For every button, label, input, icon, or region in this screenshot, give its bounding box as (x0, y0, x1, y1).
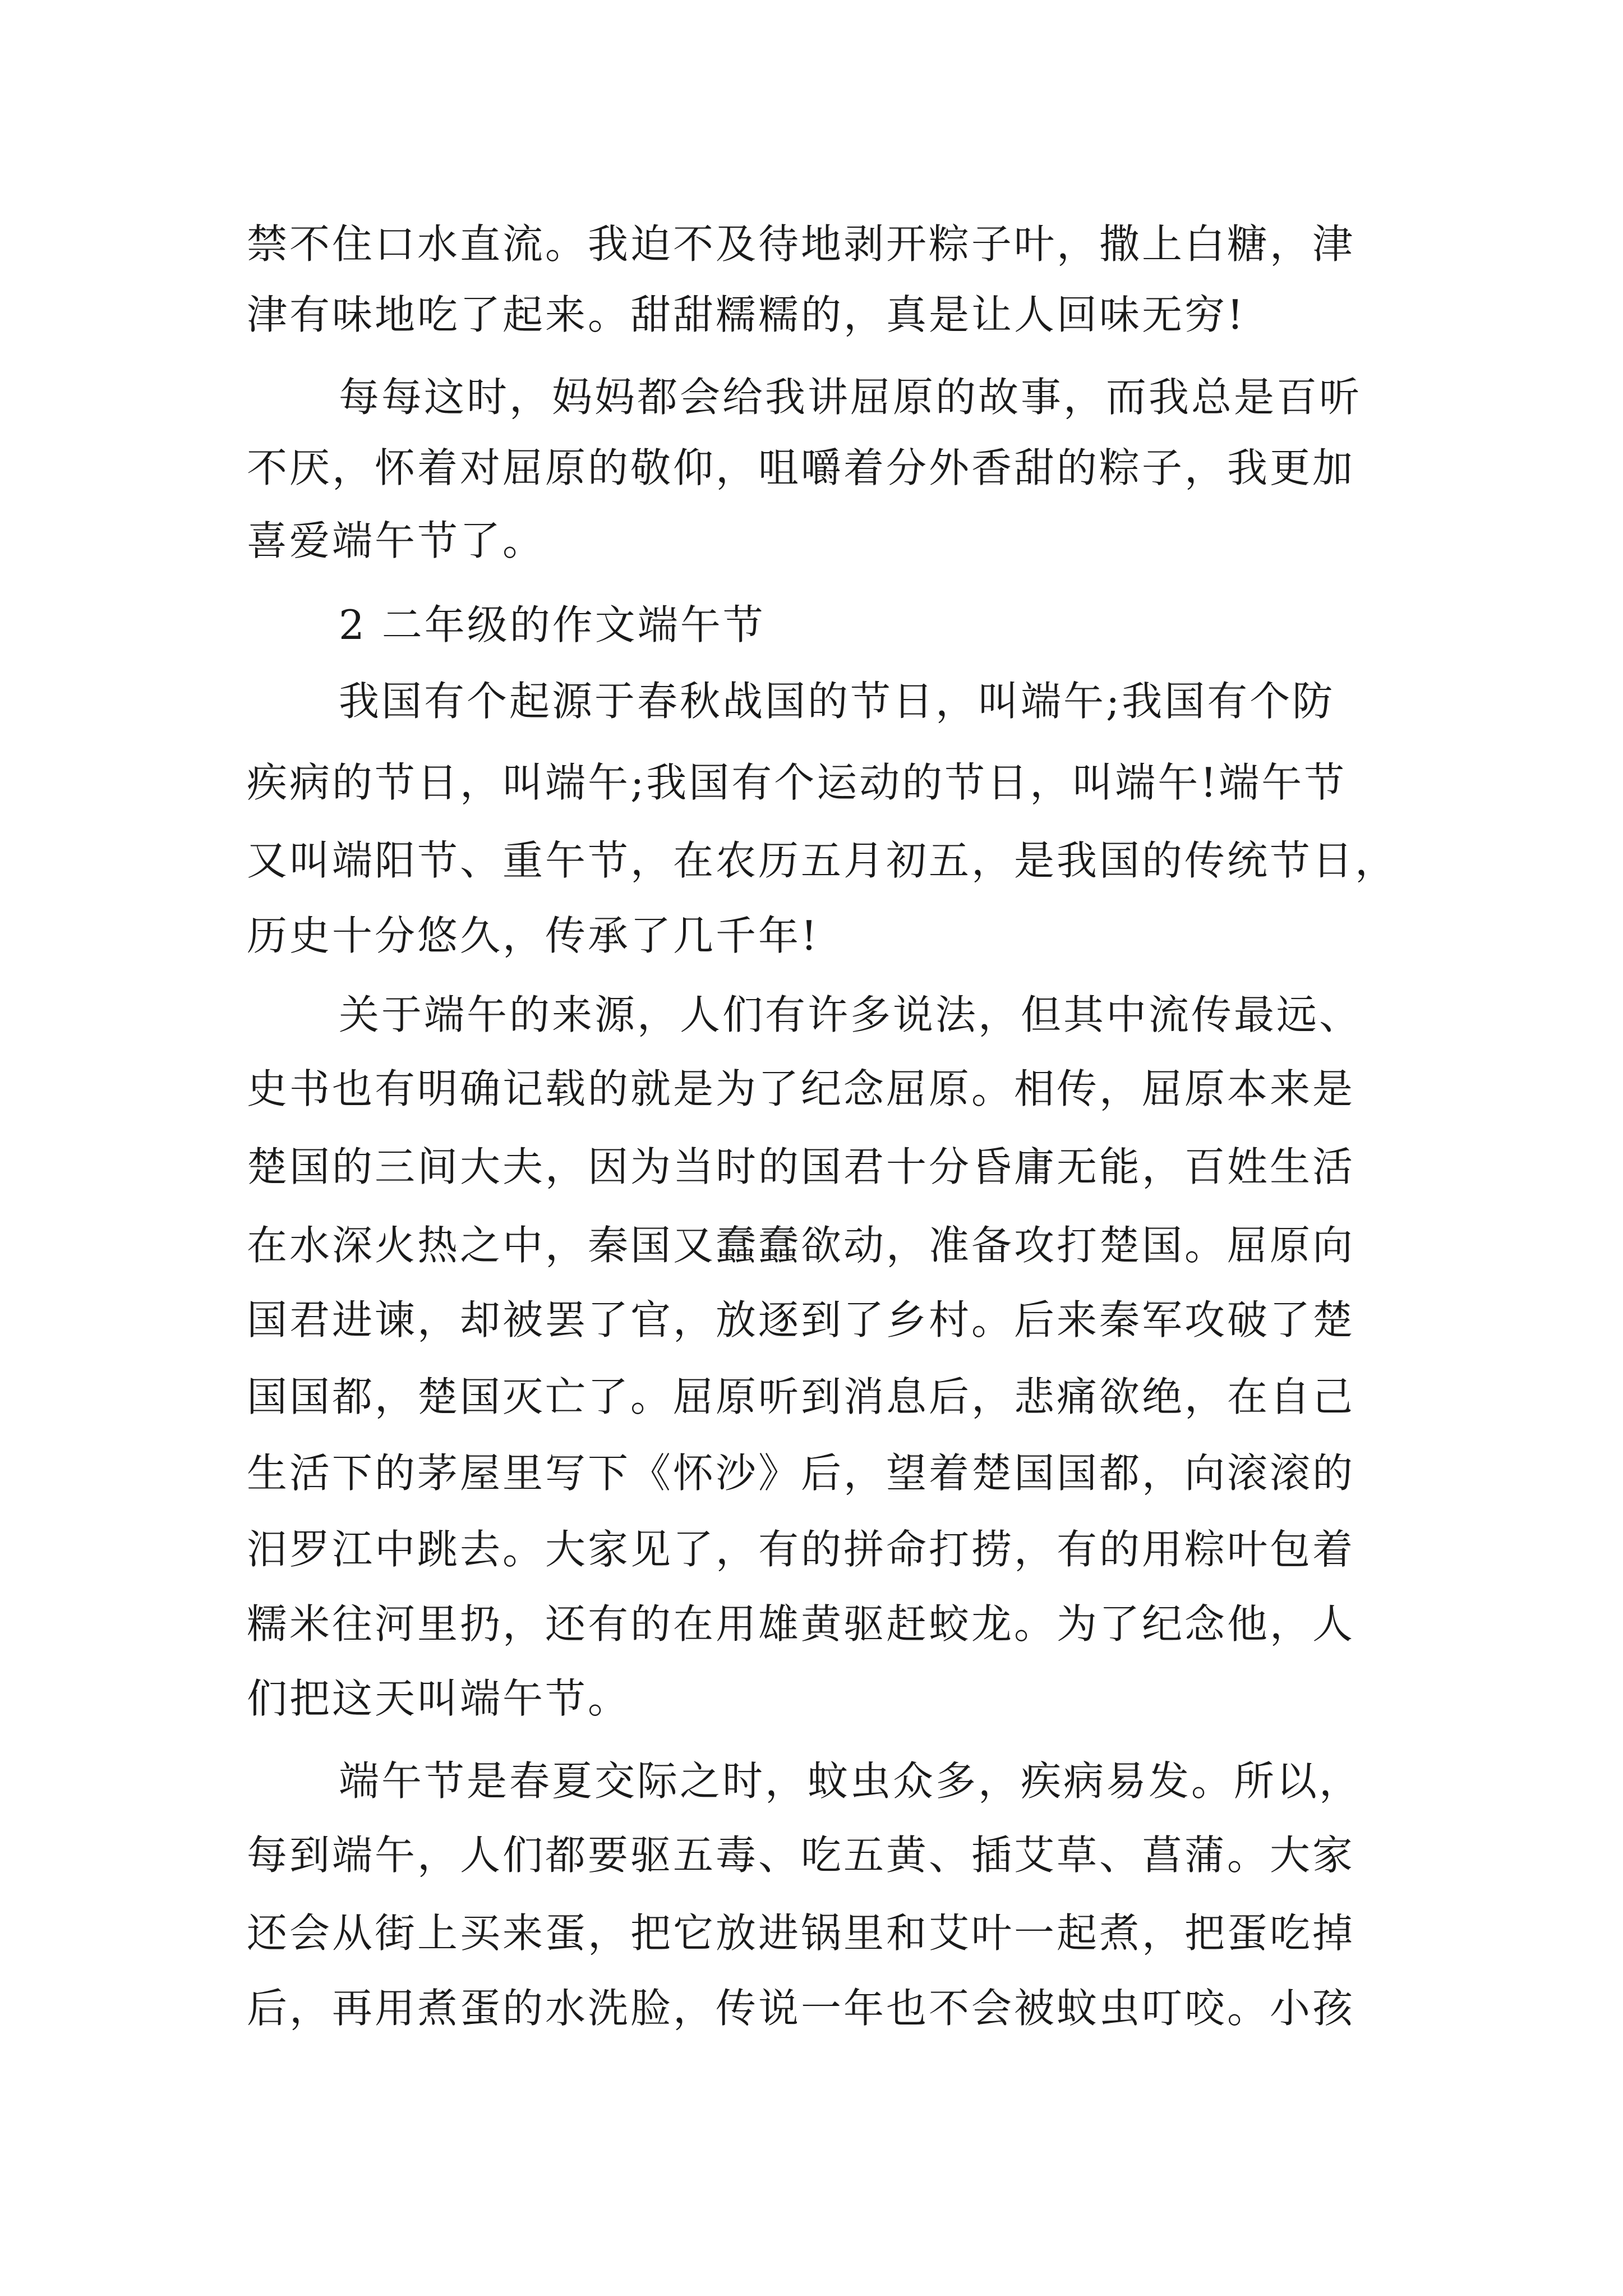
text-line: 生活下的茅屋里写下《怀沙》后，望着楚国国都，向滚滚的 (247, 1450, 1355, 1497)
text-line: 每到端午，人们都要驱五毒、吃五黄、插艾草、菖蒲。大家 (247, 1832, 1355, 1879)
text-line: 又叫端阳节、重午节，在农历五月初五，是我国的传统节日， (247, 837, 1398, 884)
text-line: 疾病的节日，叫端午;我国有个运动的节日，叫端午!端午节 (247, 759, 1347, 806)
paragraph-first-line: 每每这时，妈妈都会给我讲屈原的故事，而我总是百听 (339, 374, 1362, 421)
text-line: 们把这天叫端午节。 (247, 1675, 631, 1722)
text-line: 还会从街上买来蛋，把它放进锅里和艾叶一起煮，把蛋吃掉 (247, 1910, 1355, 1957)
text-line: 在水深火热之中，秦国又蠢蠢欲动，准备攻打楚国。屈原向 (247, 1222, 1355, 1269)
paragraph-first-line: 端午节是春夏交际之时，蚊虫众多，疾病易发。所以， (339, 1757, 1362, 1805)
text-line: 汨罗江中跳去。大家见了，有的拼命打捞，有的用粽叶包着 (247, 1526, 1355, 1573)
text-line: 禁不住口水直流。我迫不及待地剥开粽子叶，撒上白糖，津 (247, 220, 1355, 268)
text-line: 国国都，楚国灭亡了。屈原听到消息后，悲痛欲绝，在自己 (247, 1373, 1355, 1420)
paragraph-first-line: 我国有个起源于春秋战国的节日，叫端午;我国有个防 (339, 678, 1335, 725)
text-line: 国君进谏，却被罢了官，放逐到了乡村。后来秦军攻破了楚 (247, 1296, 1355, 1343)
text-line: 历史十分悠久，传承了几千年! (247, 912, 819, 959)
text-line: 楚国的三间大夫，因为当时的国君十分昏庸无能，百姓生活 (247, 1143, 1355, 1190)
text-line: 后，再用煮蛋的水洗脸，传说一年也不会被蚊虫叮咬。小孩 (247, 1985, 1355, 2032)
text-line: 喜爱端午节了。 (247, 517, 546, 564)
text-line: 史书也有明确记载的就是为了纪念屈原。相传，屈原本来是 (247, 1065, 1355, 1112)
section-heading: 2 二年级的作文端午节 (339, 601, 766, 648)
paragraph-first-line: 关于端午的来源，人们有许多说法，但其中流传最远、 (339, 991, 1362, 1038)
text-line: 津有味地吃了起来。甜甜糯糯的，真是让人回味无穷! (247, 291, 1246, 338)
text-line: 不厌，怀着对屈原的敬仰，咀嚼着分外香甜的粽子，我更加 (247, 444, 1355, 491)
text-line: 糯米往河里扔，还有的在用雄黄驱赶蛟龙。为了纪念他，人 (247, 1600, 1355, 1648)
